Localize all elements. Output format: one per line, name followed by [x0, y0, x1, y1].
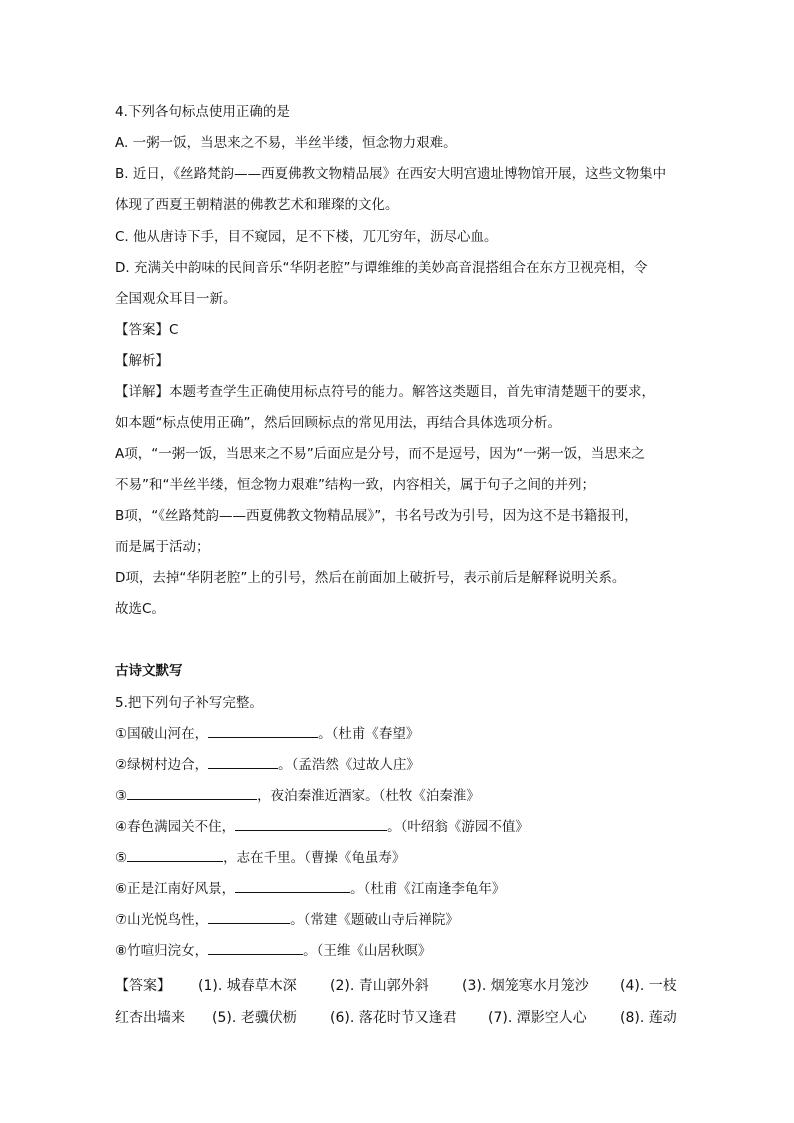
q5-answer-item: (3). 烟笼寒水月笼沙 — [462, 978, 589, 994]
q5-item-4 — [115, 817, 529, 837]
q4-detail-line1: 【详解】本题考查学生正确使用标点符号的能力。解答这类题目，首先审清楚题干的要求， — [115, 384, 655, 400]
q5-item-source: 。（常建《题破山寺后禅院》 — [290, 912, 459, 928]
q5-answer-item: (6). 落花时节又逢君 — [330, 1010, 457, 1026]
q4-analysis-label: 【解析】 — [115, 353, 169, 369]
q5-stem: 5.把下列句子补写完整。 — [115, 695, 263, 711]
fill-blank[interactable] — [235, 817, 387, 831]
q5-answer-item: (1). 城春草木深 — [198, 978, 297, 994]
q5-item-2 — [115, 755, 420, 775]
fill-blank[interactable] — [235, 879, 350, 893]
q4-answer: 【答案】C — [115, 322, 179, 338]
q5-item-text: ④春色满园关不住， — [115, 819, 236, 835]
q5-answer-item: 红杏出墙来 — [115, 1010, 185, 1026]
q5-answer-item: (5). 老骥伏枥 — [212, 1010, 297, 1026]
fill-blank[interactable] — [127, 786, 257, 800]
q5-item-source: ，志在千里。（曹操《龟虽寿》 — [223, 850, 406, 866]
q5-item-1 — [115, 724, 419, 744]
q5-item-3 — [115, 786, 480, 806]
q5-answer-label: 【答案】 — [115, 978, 171, 994]
fill-blank[interactable] — [208, 941, 303, 955]
q5-item-source: 。（孟浩然《过故人庄》 — [278, 757, 420, 773]
q5-item-text: ①国破山河在， — [115, 726, 209, 742]
q5-item-text: ②绿树村边合， — [115, 757, 209, 773]
q4-item-a-line1: A项，“一粥一饭，当思来之不易”后面应是分号，而不是逗号，因为“一粥一饭，当思来之 — [115, 446, 645, 462]
q4-option-d-line1: D. 充满关中韵味的民间音乐“华阴老腔”与谭维维的美妙高音混搭组合在东方卫视亮相，令 — [115, 260, 648, 276]
q5-item-text: ⑥正是江南好风景， — [115, 881, 236, 897]
q4-option-b-line1: B. 近日，《丝路梵韵——西夏佛教文物精品展》在西安大明宫遗址博物馆开展，这些文物集中 — [115, 166, 667, 182]
fill-blank[interactable] — [127, 848, 223, 862]
section-heading: 古诗文默写 — [115, 663, 183, 679]
q5-item-source: 。（杜甫《春望》 — [318, 726, 420, 742]
q4-item-d-line1: D项，去掉“华阴老腔”上的引号，然后在前面加上破折号，表示前后是解释说明关系。 — [115, 570, 626, 586]
q4-option-d-line2: 全国观众耳目一新。 — [115, 291, 237, 307]
q5-answer-item: (2). 青山郭外斜 — [330, 978, 429, 994]
q5-item-source: 。（王维《山居秋暝》 — [303, 943, 432, 959]
q5-item-8 — [115, 941, 431, 961]
q5-item-text: ⑧竹喧归浣女， — [115, 943, 209, 959]
q5-item-source: ，夜泊秦淮近酒家。（杜牧《泊秦淮》 — [257, 788, 480, 804]
q4-item-b-line1: B项，“《丝路梵韵——西夏佛教文物精品展》”，书名号改为引号，因为这不是书籍报刊， — [115, 508, 638, 524]
q5-item-text: ③ — [115, 788, 128, 804]
q4-option-a: A. 一粥一饭，当思来之不易，半丝半缕，恒念物力艰难。 — [115, 135, 457, 151]
q5-item-text: ⑤ — [115, 850, 128, 866]
q4-choose: 故选C。 — [115, 601, 165, 617]
q4-option-b-line2: 体现了西夏王朝精湛的佛教艺术和璀璨的文化。 — [115, 197, 399, 213]
fill-blank[interactable] — [208, 910, 290, 924]
fill-blank[interactable] — [208, 755, 278, 769]
q5-answer-item: (4). 一枝 — [620, 978, 677, 994]
q5-item-7 — [115, 910, 459, 930]
q5-item-5 — [115, 848, 405, 868]
q4-detail-line2: 如本题“标点使用正确”，然后回顾标点的常见用法，再结合具体选项分析。 — [115, 415, 561, 431]
q5-answer-item: (7). 潭影空人心 — [488, 1010, 587, 1026]
q5-item-source: 。（杜甫《江南逢李龟年》 — [350, 881, 506, 897]
q4-item-b-line2: 而是属于活动； — [115, 539, 210, 555]
q4-option-c: C. 他从唐诗下手，目不窥园，足不下楼，兀兀穷年，沥尽心血。 — [115, 229, 498, 245]
q5-item-text: ⑦山光悦鸟性， — [115, 912, 209, 928]
q4-stem: 4.下列各句标点使用正确的是 — [115, 104, 290, 120]
q5-answer-item: (8). 莲动 — [620, 1010, 677, 1026]
q5-item-source: 。（叶绍翁《游园不值》 — [387, 819, 529, 835]
fill-blank[interactable] — [208, 724, 318, 738]
q5-item-6 — [115, 879, 505, 899]
q4-item-a-line2: 不易”和“半丝半缕，恒念物力艰难”结构一致，内容相关，属于句子之间的并列； — [115, 477, 595, 493]
